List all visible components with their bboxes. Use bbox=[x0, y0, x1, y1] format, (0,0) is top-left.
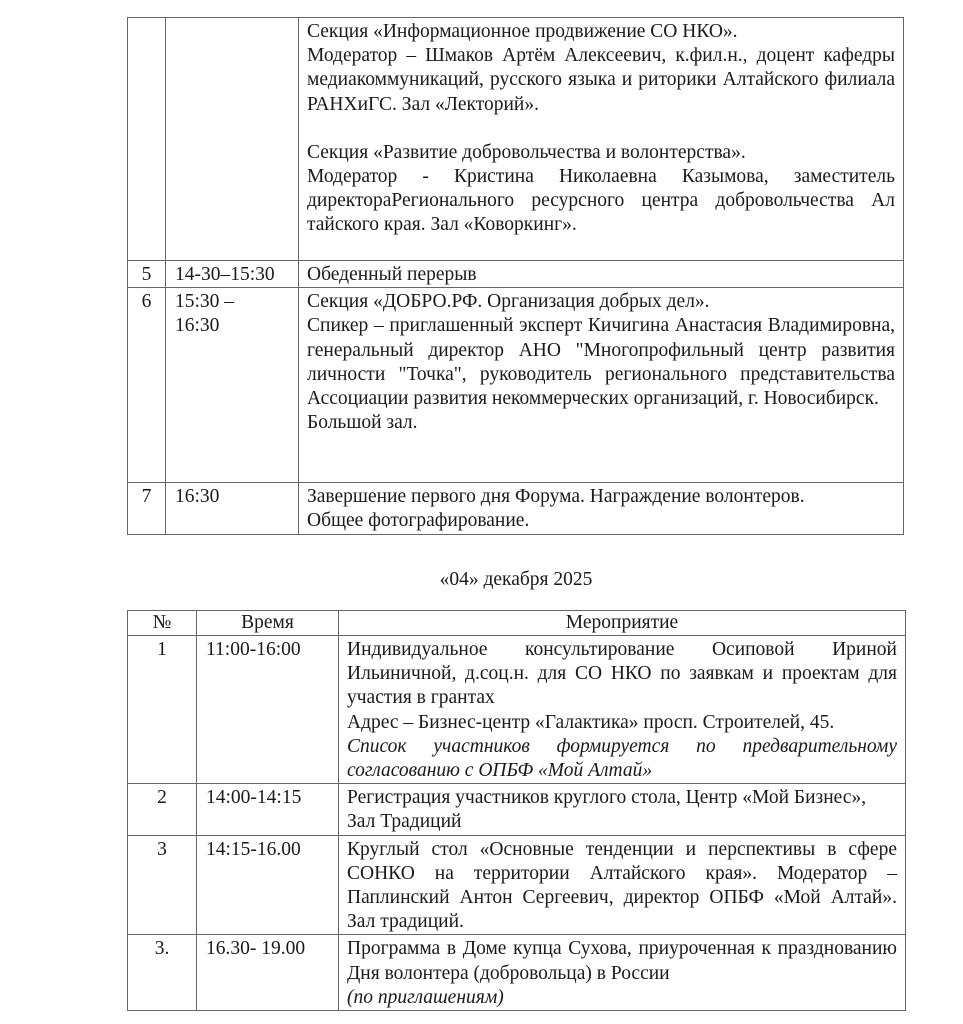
time-value: 15:30 – 16:30 bbox=[175, 291, 235, 337]
row-time: 16.30- 19.00 bbox=[197, 935, 339, 1011]
event-speaker: Спикер – приглашенный эксперт Кичигина Анастасия Владимировна, генеральный директор АНО "Многопрофильный центр развития личности "Точка", руководитель регионального представительства Ассоциации развития некоммерческих организаций, г. Новосибирск. bbox=[307, 315, 895, 410]
table-row bbox=[128, 18, 904, 261]
row-number: 2 bbox=[128, 784, 197, 835]
event-moderator: Модератор – Шмаков Артём Алексеевич, к.фил.н., доцент кафедры медиакоммуникаций, русского языка и риторики Алтайского филиала РАНХиГС. Зал «Лекторий». bbox=[307, 45, 895, 115]
row-event bbox=[339, 784, 906, 835]
header-event: Мероприятие bbox=[339, 611, 906, 636]
row-event bbox=[299, 288, 904, 483]
row-number: 6 bbox=[128, 288, 166, 483]
row-time: 16:30 bbox=[166, 483, 299, 534]
row-number: 7 bbox=[128, 483, 166, 534]
header-number: № bbox=[128, 611, 197, 636]
table-row bbox=[128, 636, 906, 784]
event-title: Секция «ДОБРО.РФ. Организация добрых дел». bbox=[307, 291, 710, 313]
row-event bbox=[299, 483, 904, 534]
event-title: Секция «Информационное продвижение СО НКО». bbox=[307, 21, 738, 42]
event-location: Большой зал. bbox=[307, 412, 418, 434]
row-event bbox=[299, 261, 904, 288]
table-row bbox=[128, 288, 904, 483]
row-number bbox=[128, 18, 166, 261]
schedule-table-day2 bbox=[127, 610, 906, 1011]
event-title: Программа в Доме купца Сухова, приуроченная к празднованию Дня волонтера (добровольца) в России bbox=[347, 938, 897, 984]
row-time: 11:00-16:00 bbox=[197, 636, 339, 784]
table-row bbox=[128, 784, 906, 835]
row-time: 14:15-16.00 bbox=[197, 835, 339, 935]
event-note: (по приглашениям) bbox=[347, 986, 504, 1008]
table-row bbox=[128, 835, 906, 935]
row-number: 3. bbox=[128, 935, 197, 1011]
table-header-row bbox=[128, 611, 906, 636]
row-number: 5 bbox=[128, 261, 166, 288]
event-title: Завершение первого дня Форума. Награждение волонтеров. bbox=[307, 486, 805, 508]
header-time: Время bbox=[197, 611, 339, 636]
table-row bbox=[128, 261, 904, 288]
table-row bbox=[128, 935, 906, 1011]
row-number: 3 bbox=[128, 835, 197, 935]
event-title: Обеденный перерыв bbox=[307, 264, 477, 285]
row-event bbox=[339, 835, 906, 935]
event-title: Регистрация участников круглого стола, Центр «Мой Бизнес», Зал Традиций bbox=[347, 787, 867, 833]
event-address: Адрес – Бизнес-центр «Галактика» просп. Строителей, 45. bbox=[347, 711, 835, 733]
row-time: 14-30–15:30 bbox=[166, 261, 299, 288]
event-title: Секция «Развитие добровольчества и волонтерства». bbox=[307, 141, 746, 163]
row-time bbox=[166, 288, 299, 483]
row-event bbox=[339, 935, 906, 1011]
table-row bbox=[128, 483, 904, 534]
row-number: 1 bbox=[128, 636, 197, 784]
row-event bbox=[339, 636, 906, 784]
row-time: 14:00-14:15 bbox=[197, 784, 339, 835]
event-title: Круглый стол «Основные тенденции и перспективы в сфере СОНКО на территории Алтайского края». Модератор – Паплинский Антон Сергеевич, директор ОПБФ «Мой Алтай». Зал традиций. bbox=[347, 838, 897, 933]
date-heading: «04» декабря 2025 bbox=[439, 569, 593, 590]
row-time bbox=[166, 18, 299, 261]
event-note: Общее фотографирование. bbox=[307, 510, 530, 532]
event-note: Список участников формируется по предварительному согласованию с ОПБФ «Мой Алтай» bbox=[347, 735, 897, 782]
schedule-table-day1 bbox=[127, 17, 904, 535]
event-moderator: Модератор - Кристина Николаевна Казымова, заместитель директораРегионального ресурсного центра добровольчества Ал тайского края. Зал «Коворкинг». bbox=[307, 166, 895, 236]
row-event bbox=[299, 18, 904, 261]
event-title: Индивидуальное консультирование Осиповой Ириной Ильиничной, д.соц.н. для СО НКО по заявкам и проектам для участия в грантах bbox=[347, 639, 897, 709]
